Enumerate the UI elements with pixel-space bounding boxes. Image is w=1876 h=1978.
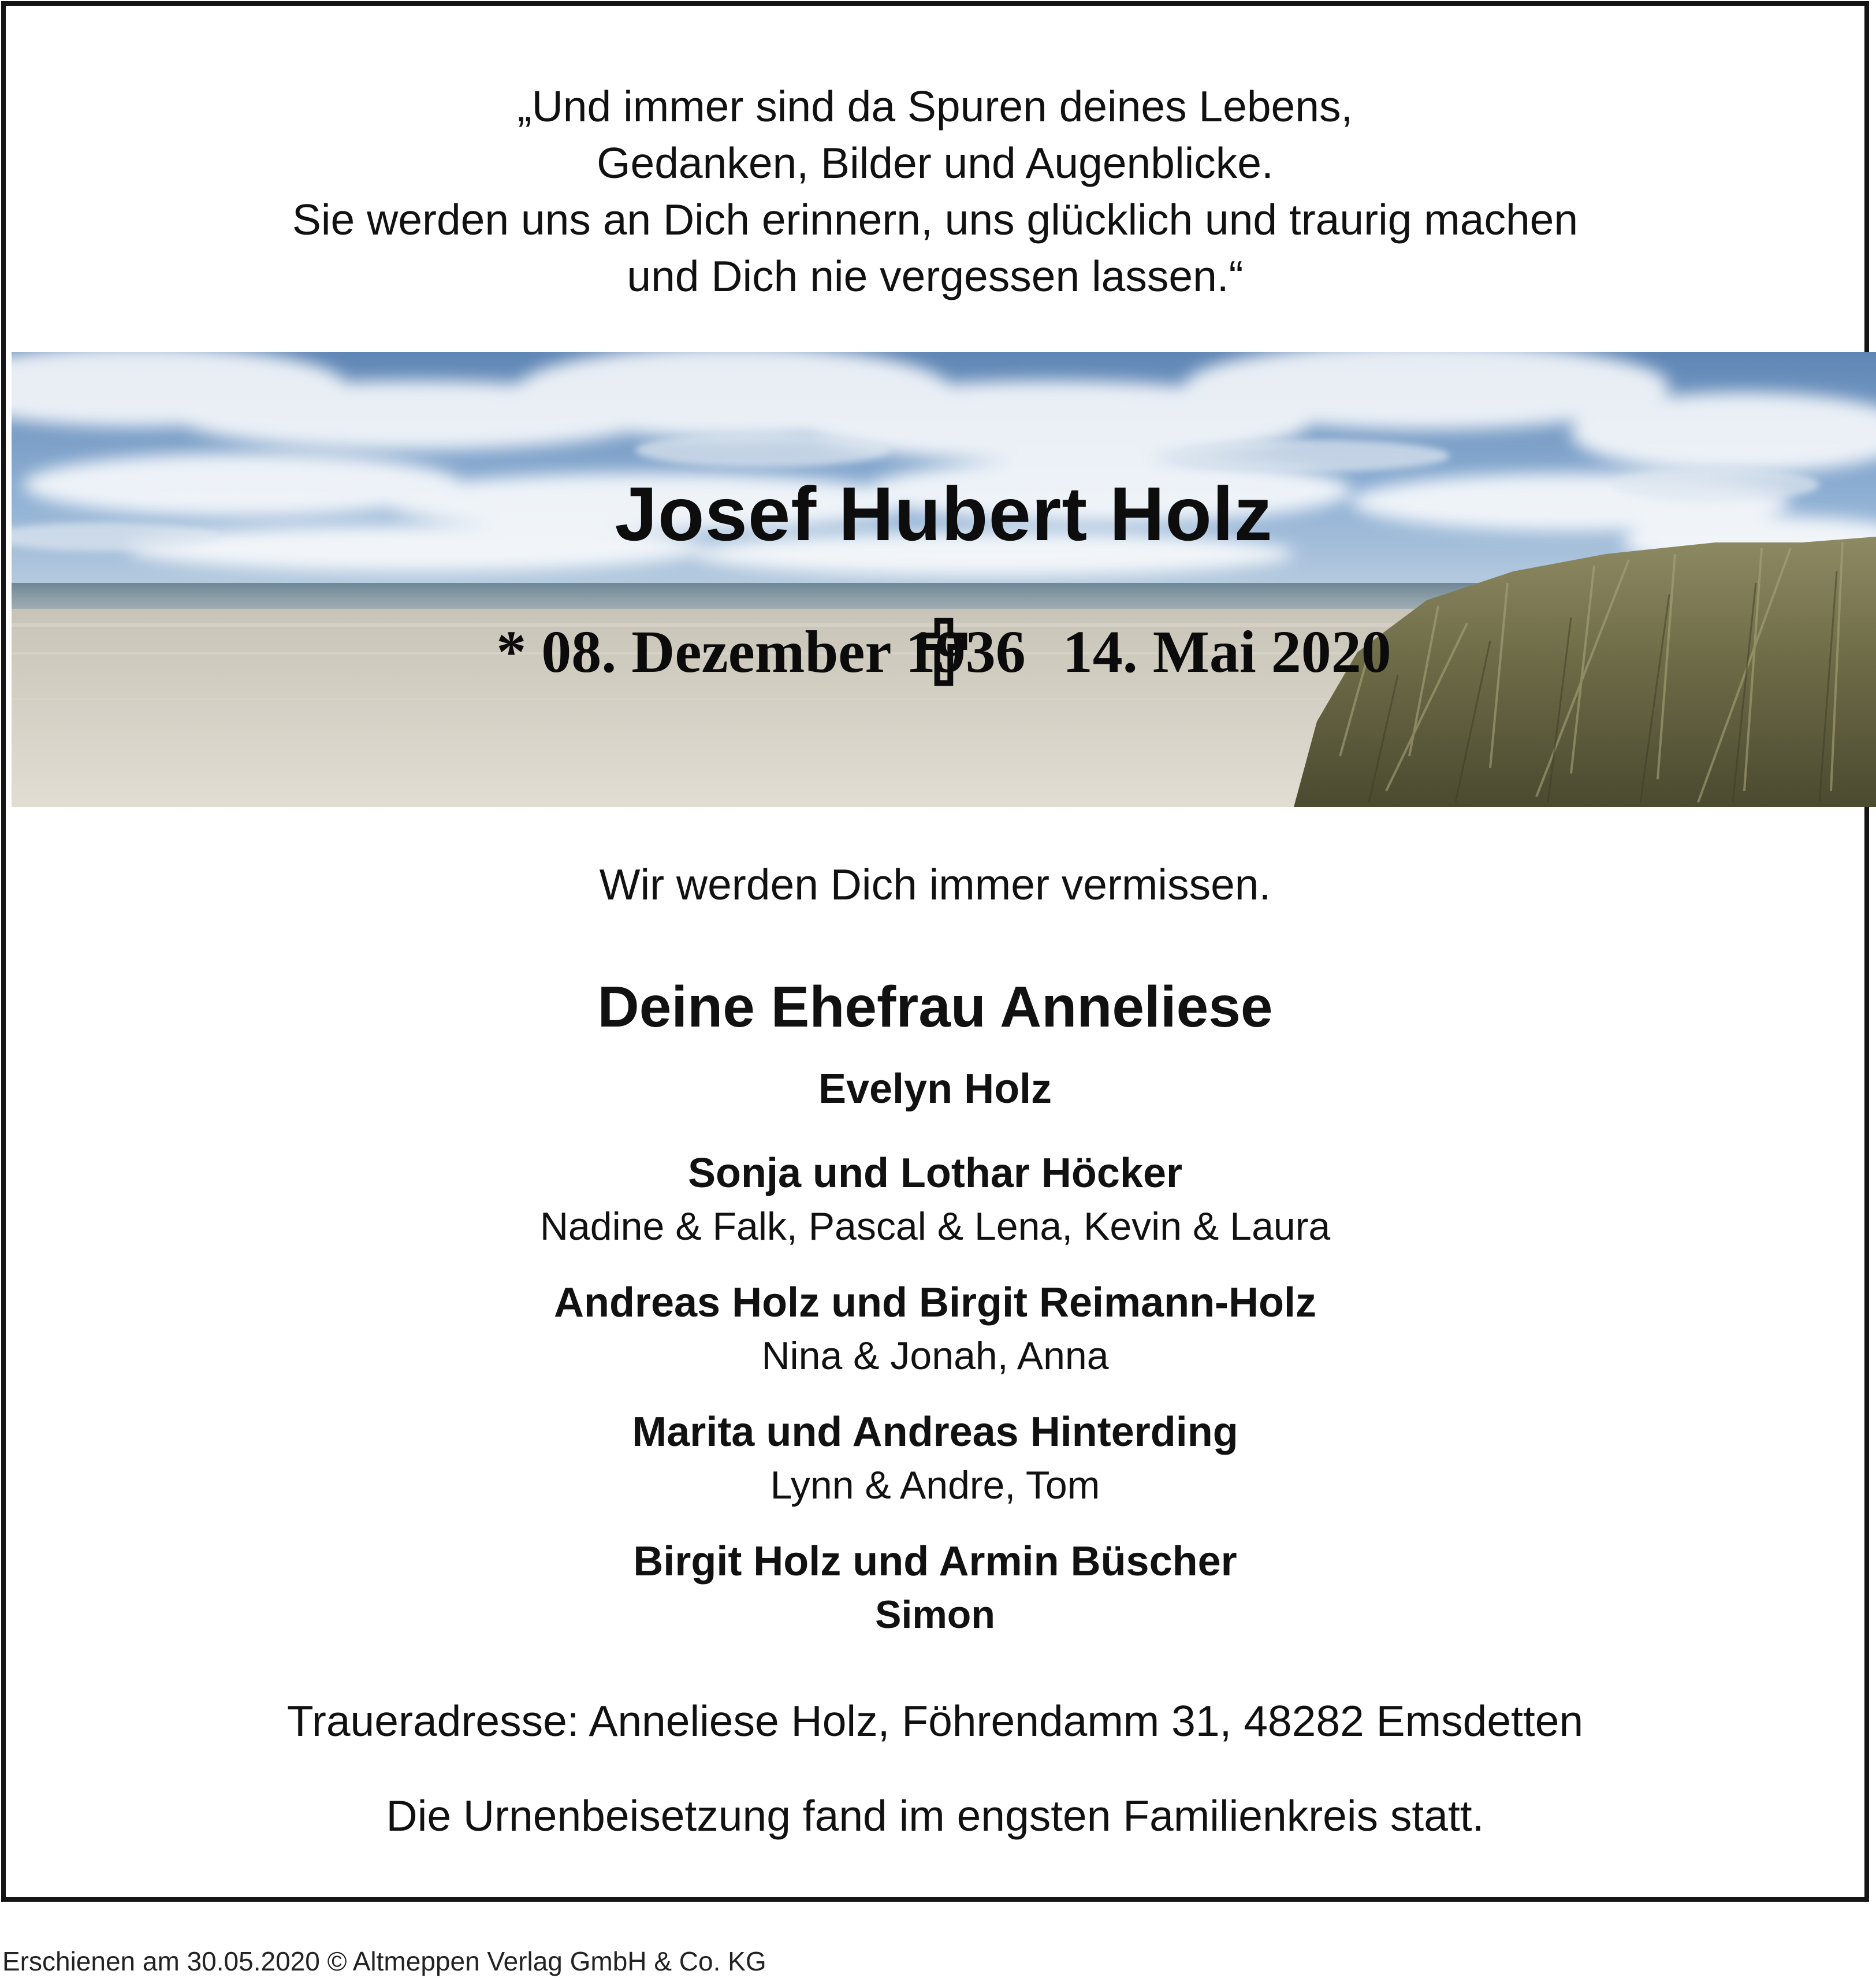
farewell-message: Wir werden Dich immer vermissen. xyxy=(599,860,1271,909)
mourner-family: Marita und Andreas Hinterding xyxy=(632,1409,1238,1455)
deceased-name: Josef Hubert Holz xyxy=(615,471,1273,556)
mourner-family: Sonja und Lothar Höcker xyxy=(687,1150,1183,1196)
beach-dunes-photo xyxy=(12,352,1876,807)
mourner-children: Nadine & Falk, Pascal & Lena, Kevin & Laura xyxy=(539,1204,1331,1248)
mourner-children: Lynn & Andre, Tom xyxy=(770,1463,1100,1507)
quote-line: Sie werden uns an Dich erinnern, uns glücklich und traurig machen xyxy=(292,195,1579,244)
beach-banner xyxy=(12,352,1876,807)
mourner-family: Andreas Holz und Birgit Reimann-Holz xyxy=(553,1280,1317,1326)
obituary-frame xyxy=(1,1,1869,1902)
publication-footer: Erschienen am 30.05.2020 © Altmeppen Verlag GmbH & Co. KG xyxy=(2,1946,766,1976)
quote-line: „Und immer sind da Spuren deines Lebens, xyxy=(517,82,1353,131)
mourner-children: Simon xyxy=(875,1593,995,1637)
birth-date: * 08. Dezember 1936 xyxy=(496,619,1026,685)
death-date: 14. Mai 2020 xyxy=(1062,619,1391,685)
mourner-wife: Deine Ehefrau Anneliese xyxy=(597,975,1273,1039)
quote-line: und Dich nie vergessen lassen.“ xyxy=(627,252,1244,300)
mourning-address: Traueradresse: Anneliese Holz, Föhrendamm 31, 48282 Emsdetten xyxy=(286,1697,1584,1745)
mourner-family: Evelyn Holz xyxy=(818,1066,1052,1112)
burial-note: Die Urnenbeisetzung fand im engsten Familienkreis statt. xyxy=(386,1791,1484,1840)
mourner-children: Nina & Jonah, Anna xyxy=(761,1334,1109,1378)
mourner-family: Birgit Holz und Armin Büscher xyxy=(633,1538,1237,1585)
life-dates xyxy=(12,618,1876,686)
memorial-quote xyxy=(12,78,1859,304)
quote-line: Gedanken, Bilder und Augenblicke. xyxy=(597,139,1274,187)
